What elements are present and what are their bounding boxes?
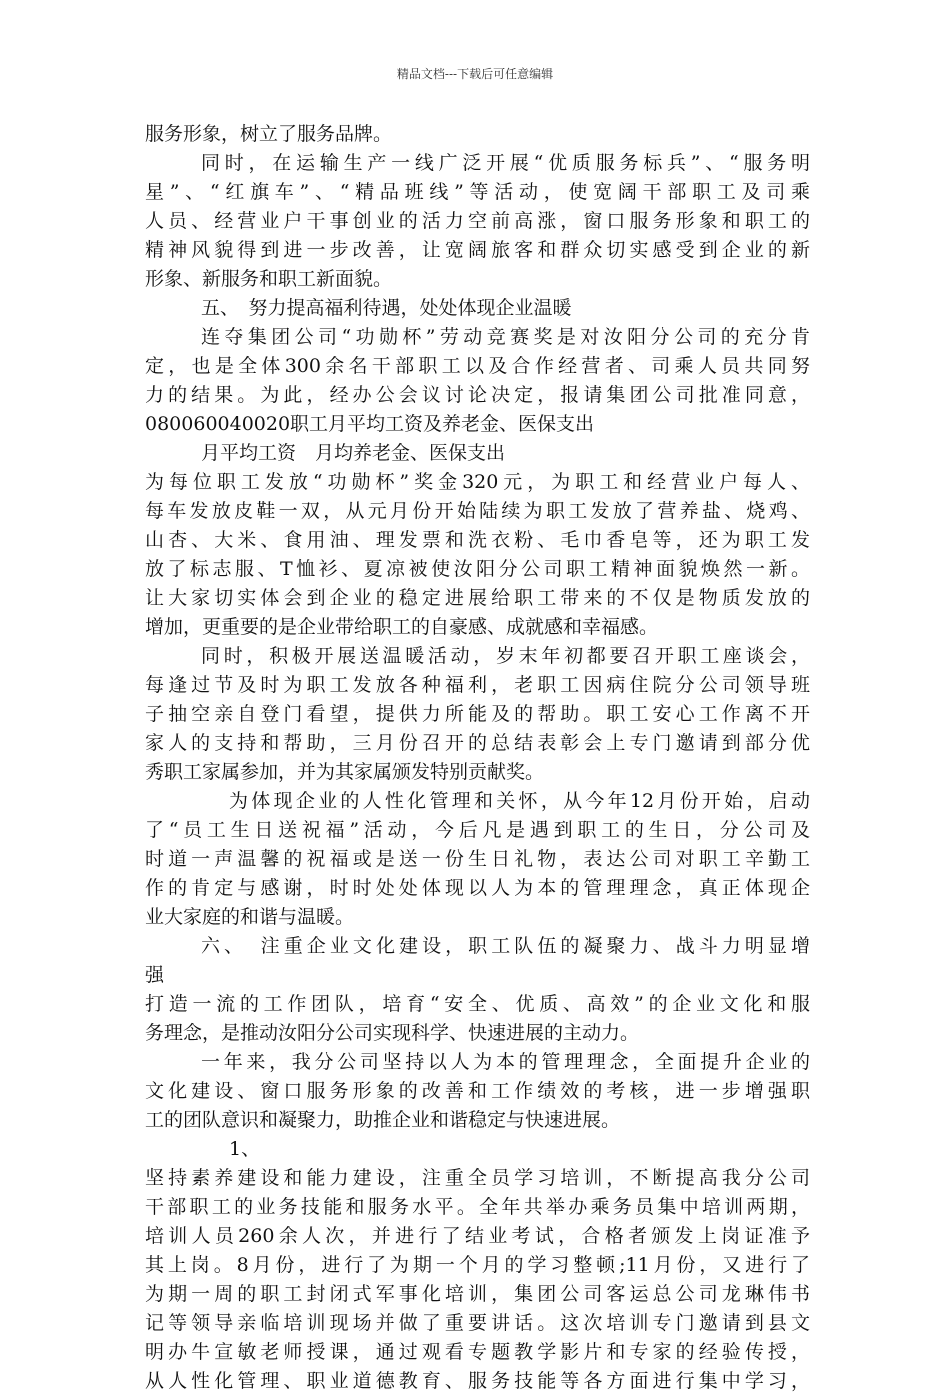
text-line: 业大家庭的和谐与温暖。	[145, 906, 355, 928]
text-line: 其上岗。8月份，进行了为期一个月的学习整顿;11月份，又进行了	[145, 1254, 810, 1276]
text-line: 为体现企业的人性化管理和关怀，从今年12月份开始，启动	[229, 790, 810, 812]
text-line: 人员、经营业户干事创业的活力空前高涨，窗口服务形象和职工的	[145, 210, 810, 232]
text-line: 秀职工家属参加，并为其家属颁发特别贡献奖。	[145, 761, 545, 783]
document-body	[145, 120, 810, 1396]
text-line: 坚持素养建设和能力建设，注重全员学习培训，不断提高我分公司	[145, 1167, 810, 1189]
text-line: 强	[145, 964, 165, 986]
text-line: 月平均工资 月均养老金、医保支出	[201, 442, 506, 464]
page-header: 精品文档---下载后可任意编辑	[396, 67, 554, 81]
text-line: 每逢过节及时为职工发放各种福利，老职工因病住院分公司领导班	[145, 674, 810, 696]
text-line: 一年来，我分公司坚持以人为本的管理理念，全面提升企业的	[201, 1051, 810, 1073]
text-line: 记等领导亲临培训现场并做了重要讲话。这次培训专门邀请到县文	[145, 1312, 810, 1334]
text-line: 放了标志服、T恤衫、夏凉被使汝阳分公司职工精神面貌焕然一新。	[145, 558, 810, 580]
text-line: 连夺集团公司“功勋杯”劳动竞赛奖是对汝阳分公司的充分肯	[201, 326, 810, 348]
text-line: 家人的支持和帮助，三月份召开的总结表彰会上专门邀请到部分优	[145, 732, 810, 754]
text-line: 务理念，是推动汝阳分公司实现科学、快速进展的主动力。	[145, 1022, 640, 1044]
text-line: 五、 努力提高福利待遇，处处体现企业温暖	[201, 297, 572, 319]
text-line: 定，也是全体300余名干部职工以及合作经营者、司乘人员共同努	[145, 355, 810, 377]
text-line: 为每位职工发放“功勋杯”奖金320元，为职工和经营业户每人、	[145, 471, 810, 493]
text-line: 星”、“红旗车”、“精品班线”等活动，使宽阔干部职工及司乘	[145, 181, 810, 203]
text-line: 同时，积极开展送温暖活动，岁末年初都要召开职工座谈会，	[201, 645, 810, 667]
text-line: 从人性化管理、职业道德教育、服务技能等各方面进行集中学习，	[145, 1370, 810, 1392]
text-line: 工的团队意识和凝聚力，助推企业和谐稳定与快速进展。	[145, 1109, 621, 1131]
text-line: 时道一声温馨的祝福或是送一份生日礼物，表达公司对职工辛勤工	[145, 848, 810, 870]
text-line: 让大家切实体会到企业的稳定进展给职工带来的不仅是物质发放的	[145, 587, 810, 609]
text-line: 精神风貌得到进一步改善，让宽阔旅客和群众切实感受到企业的新	[145, 239, 810, 261]
text-line: 文化建设、窗口服务形象的改善和工作绩效的考核，进一步增强职	[145, 1080, 810, 1102]
text-line: 打造一流的工作团队，培育“安全、优质、高效”的企业文化和服	[145, 993, 810, 1015]
text-line: 同时，在运输生产一线广泛开展“优质服务标兵”、“服务明	[201, 152, 810, 174]
text-line: 力的结果。为此，经办公会议讨论决定，报请集团公司批准同意，	[145, 384, 810, 406]
text-line: 服务形象，树立了服务品牌。	[145, 123, 393, 145]
text-line: 每车发放皮鞋一双，从元月份开始陆续为职工发放了营养盐、烧鸡、	[145, 500, 810, 522]
text-line: 形象、新服务和职工新面貌。	[145, 268, 393, 290]
text-line: 增加，更重要的是企业带给职工的自豪感、成就感和幸福感。	[145, 616, 659, 638]
text-line: 1、	[229, 1138, 261, 1160]
text-line: 了“员工生日送祝福”活动，今后凡是遇到职工的生日，分公司及	[145, 819, 810, 841]
text-line: 干部职工的业务技能和服务水平。全年共举办乘务员集中培训两期，	[145, 1196, 810, 1218]
text-line: 六、 注重企业文化建设，职工队伍的凝聚力、战斗力明显增	[201, 935, 810, 957]
text-line: 080060040020职工月平均工资及养老金、医保支出	[145, 413, 595, 435]
text-line: 明办牛宣敏老师授课，通过观看专题教学影片和专家的经验传授，	[145, 1341, 810, 1363]
text-line: 子抽空亲自登门看望，提供力所能及的帮助。职工安心工作离不开	[145, 703, 810, 725]
text-line: 山杏、大米、食用油、理发票和洗衣粉、毛巾香皂等，还为职工发	[145, 529, 810, 551]
text-line: 培训人员260余人次，并进行了结业考试，合格者颁发上岗证准予	[145, 1225, 810, 1247]
text-line: 为期一周的职工封闭式军事化培训，集团公司客运总公司龙琳伟书	[145, 1283, 810, 1305]
text-line: 作的肯定与感谢，时时处处体现以人为本的管理理念，真正体现企	[145, 877, 810, 899]
